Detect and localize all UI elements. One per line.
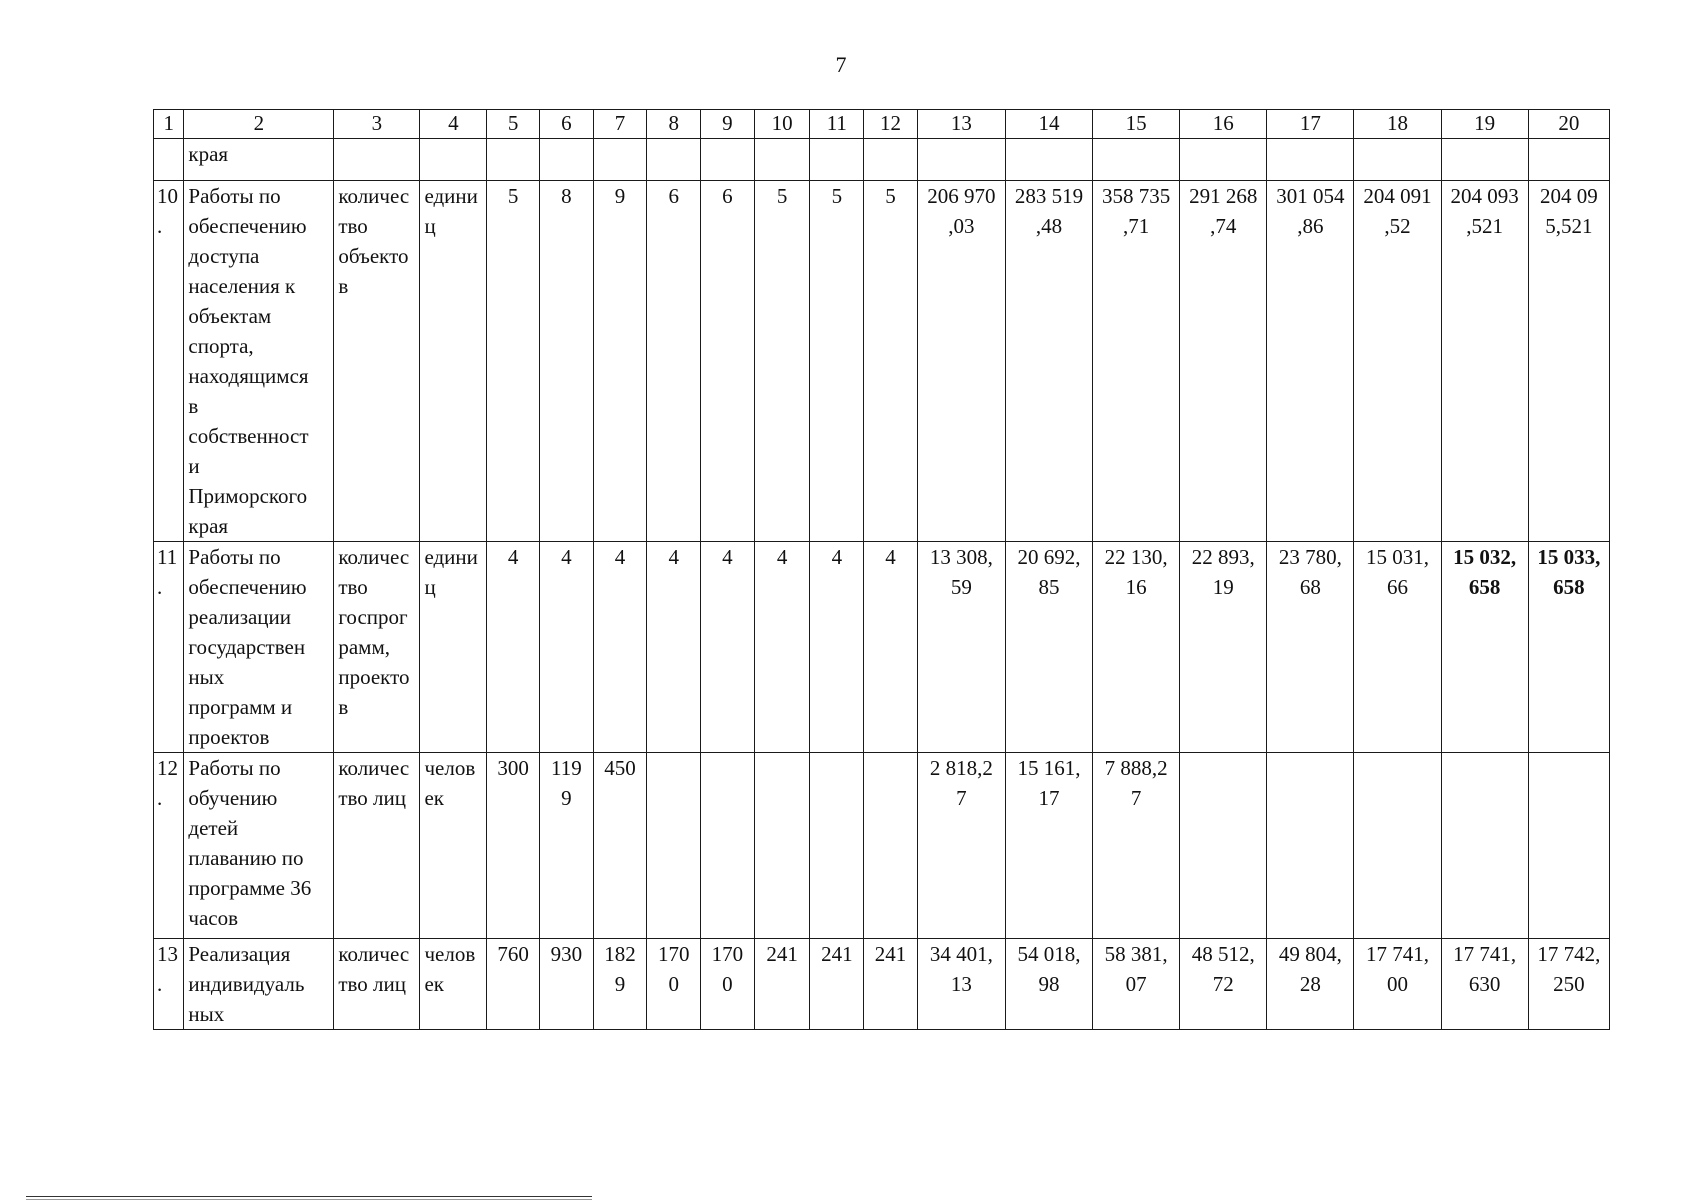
table-cell-col-19 [1441,753,1528,939]
table-cell-col-6 [540,139,594,181]
cell-line: 930 [550,942,583,966]
cell-line: 4 [614,545,626,569]
cell-line: ,52 [1384,214,1411,238]
table-cell-col-10 [754,181,810,542]
table-cell-col-18 [1354,939,1441,1030]
table-cell-col-11 [810,181,864,542]
cell-line: 2 818,2 [929,756,993,780]
cell-line: 7 [1130,786,1142,810]
cell-line: количес [338,184,410,208]
footer-separator-line [26,1196,592,1197]
cell-line: объектам [188,304,272,328]
cell-line: 11 [157,545,178,569]
table-cell-col-3 [334,939,420,1030]
table-cell-col-14 [1005,181,1092,542]
table-cell-col-5 [487,753,540,939]
table-cell-col-15 [1093,939,1180,1030]
table-cell-col-5 [487,939,540,1030]
cell-line: 48 512, [1191,942,1255,966]
table-cell-col-19 [1441,139,1528,181]
cell-line: госпрог [338,605,408,629]
table-cell-col-1 [154,181,184,542]
table-cell-col-6 [540,939,594,1030]
cell-line: тво [338,214,368,238]
cell-line: 5 [776,184,788,208]
cell-line: края [188,142,229,166]
cell-line: 20 692, [1017,545,1081,569]
table-cell-col-4 [420,939,487,1030]
cell-line: 17 [1038,786,1060,810]
table-cell-col-9 [701,753,755,939]
cell-line: 59 [950,575,972,599]
cell-line: 5,521 [1545,214,1593,238]
cell-line: 98 [1038,972,1060,996]
table-cell-col-12 [864,181,918,542]
cell-line: 12 [157,756,178,780]
cell-line: часов [188,906,239,930]
table-cell-col-15 [1093,181,1180,542]
cell-line: 17 742, [1537,942,1601,966]
cell-line: рамм, [338,635,390,659]
table-cell-col-8 [647,181,701,542]
table-cell-col-13 [917,181,1005,542]
cell-line: 5 [507,184,519,208]
cell-line: проекто [338,665,410,689]
column-header-3: 3 [334,110,420,139]
table-cell-col-17 [1267,542,1354,753]
cell-line: ных [188,665,225,689]
table-cell-col-13 [917,139,1005,181]
table-cell-col-4 [420,753,487,939]
cell-line: 9 [561,786,572,810]
cell-line: 301 054 [1276,184,1345,208]
table-body [154,139,1610,1030]
table-cell-col-17 [1267,753,1354,939]
table-cell-col-5 [487,139,540,181]
table-cell-col-7 [593,753,647,939]
cell-line: 13 [157,942,178,966]
cell-line: края [188,514,229,538]
cell-line: ек [424,786,444,810]
cell-line: 4 [722,545,733,569]
cell-line: Реализация [188,942,291,966]
cell-line: собственност [188,424,309,448]
table-cell-col-10 [754,139,810,181]
column-header-7: 7 [593,110,647,139]
cell-line: количес [338,756,410,780]
cell-line: 7 [956,786,967,810]
table-row [154,753,1610,939]
cell-line: 170 [657,942,690,966]
cell-line: 658 [1553,575,1585,599]
cell-line: 68 [1299,575,1321,599]
cell-line: 5 [831,184,843,208]
cell-line: 170 [711,942,744,966]
cell-line: детей [188,816,239,840]
table-cell-col-16 [1180,542,1267,753]
table-cell-col-14 [1005,139,1092,181]
cell-line: 4 [776,545,788,569]
table-cell-col-20 [1528,139,1609,181]
cell-line: 760 [497,942,529,966]
table-cell-col-8 [647,139,701,181]
column-header-20: 20 [1528,110,1609,139]
cell-line: . [157,972,163,996]
table-cell-col-3 [334,753,420,939]
column-header-19: 19 [1441,110,1528,139]
cell-line: 0 [722,972,733,996]
table-cell-col-14 [1005,753,1092,939]
cell-line: тво [338,575,368,599]
cell-line: государствен [188,635,306,659]
cell-line: в [188,394,199,418]
table-cell-col-2 [184,139,334,181]
cell-line: едини [424,184,478,208]
cell-line: . [157,786,163,810]
column-header-14: 14 [1005,110,1092,139]
table-cell-col-3 [334,542,420,753]
table-cell-col-16 [1180,939,1267,1030]
cell-line: 119 [550,756,582,780]
cell-line: 9 [614,184,626,208]
table-cell-col-1 [154,139,184,181]
cell-line: . [157,575,163,599]
table-cell-col-20 [1528,753,1609,939]
table-cell-col-4 [420,181,487,542]
table-cell-col-9 [701,139,755,181]
table-cell-col-18 [1354,542,1441,753]
table-cell-col-14 [1005,542,1092,753]
cell-line: обеспечению [188,575,307,599]
cell-line: 300 [497,756,529,780]
table-row [154,939,1610,1030]
cell-line: Работы по [188,545,281,569]
cell-line: 5 [885,184,896,208]
cell-line: 13 308, [929,545,993,569]
cell-line: количес [338,942,410,966]
column-header-4: 4 [420,110,487,139]
cell-line: ,03 [948,214,975,238]
table-cell-col-11 [810,939,864,1030]
table-cell-col-19 [1441,542,1528,753]
cell-line: ,48 [1035,214,1063,238]
cell-line: 6 [668,184,679,208]
table-cell-col-9 [701,542,755,753]
table-cell-col-15 [1093,139,1180,181]
services-table [153,109,1610,1030]
table-cell-col-4 [420,542,487,753]
cell-line: 241 [821,942,853,966]
cell-line: спорта, [188,334,254,358]
cell-line: в [338,695,349,719]
table-cell-col-13 [917,753,1005,939]
table-cell-col-8 [647,542,701,753]
cell-line: 204 09 [1539,184,1598,208]
cell-line: 8 [561,184,572,208]
cell-line: ,86 [1297,214,1324,238]
cell-line: 19 [1212,575,1234,599]
table-cell-col-14 [1005,939,1092,1030]
cell-line: 4 [831,545,843,569]
cell-line: 15 161, [1017,756,1081,780]
cell-line: обучению [188,786,278,810]
table-cell-col-18 [1354,139,1441,181]
table-cell-col-20 [1528,939,1609,1030]
cell-line: в [338,274,349,298]
table-cell-col-16 [1180,753,1267,939]
table-header-row [154,110,1610,139]
cell-line: 22 893, [1191,545,1255,569]
table-cell-col-12 [864,939,918,1030]
column-header-10: 10 [754,110,810,139]
cell-line: Работы по [188,184,281,208]
column-header-5: 5 [487,110,540,139]
cell-line: ,74 [1210,214,1237,238]
cell-line: программ и [188,695,293,719]
column-header-12: 12 [864,110,918,139]
table-cell-col-1 [154,753,184,939]
cell-line: 13 [950,972,972,996]
cell-line: 7 888,2 [1104,756,1168,780]
table-cell-col-11 [810,542,864,753]
cell-line: 630 [1468,972,1501,996]
page-number: 7 [835,52,847,77]
table-cell-col-17 [1267,139,1354,181]
table-cell-col-15 [1093,753,1180,939]
cell-line: 291 268 [1189,184,1258,208]
column-header-18: 18 [1354,110,1441,139]
cell-line: 4 [507,545,519,569]
cell-line: 4 [885,545,896,569]
table-cell-col-9 [701,181,755,542]
cell-line: тво лиц [338,972,406,996]
column-header-17: 17 [1267,110,1354,139]
cell-line: 358 735 [1102,184,1171,208]
cell-line: 58 381, [1104,942,1168,966]
table-cell-col-5 [487,181,540,542]
table-cell-col-20 [1528,542,1609,753]
table-row [154,139,1610,181]
cell-line: 22 130, [1104,545,1168,569]
cell-line: обеспечению [188,214,307,238]
table-cell-col-2 [184,181,334,542]
table-cell-col-7 [593,139,647,181]
table-cell-col-19 [1441,939,1528,1030]
cell-line: 4 [561,545,572,569]
table-cell-col-12 [864,753,918,939]
cell-line: 283 519 [1014,184,1084,208]
table-cell-col-3 [334,139,420,181]
cell-line: 34 401, [929,942,993,966]
table-cell-col-10 [754,939,810,1030]
table-cell-col-6 [540,542,594,753]
table-cell-col-16 [1180,181,1267,542]
table-cell-col-19 [1441,181,1528,542]
cell-line: 15 032, [1453,545,1517,569]
table-cell-col-6 [540,753,594,939]
cell-line: ,71 [1123,214,1150,238]
table-cell-col-16 [1180,139,1267,181]
table-cell-col-5 [487,542,540,753]
cell-line: находящимся [188,364,309,388]
table-cell-col-8 [647,939,701,1030]
table-cell-col-1 [154,939,184,1030]
table-cell-col-15 [1093,542,1180,753]
cell-line: 17 741, [1366,942,1430,966]
table-cell-col-12 [864,542,918,753]
table-cell-col-7 [593,542,647,753]
table-cell-col-6 [540,181,594,542]
table-cell-col-17 [1267,181,1354,542]
cell-line: 4 [668,545,679,569]
cell-line: 6 [722,184,733,208]
table-cell-col-8 [647,753,701,939]
table-row [154,181,1610,542]
column-header-13: 13 [917,110,1005,139]
cell-line: ,521 [1466,214,1504,238]
table-cell-col-2 [184,542,334,753]
column-header-11: 11 [810,110,864,139]
column-header-16: 16 [1180,110,1267,139]
cell-line: 204 093 [1450,184,1519,208]
cell-line: количес [338,545,410,569]
cell-line: ц [424,214,436,238]
cell-line: 16 [1125,575,1147,599]
cell-line: 72 [1212,972,1234,996]
cell-line: 0 [668,972,679,996]
cell-line: 204 091 [1363,184,1432,208]
cell-line: и [188,454,200,478]
cell-line: 85 [1038,575,1060,599]
table-cell-col-13 [917,939,1005,1030]
table-cell-col-4 [420,139,487,181]
cell-line: 54 018, [1017,942,1081,966]
cell-line: ных [188,1002,225,1026]
cell-line: 10 [157,184,178,208]
column-header-15: 15 [1093,110,1180,139]
cell-line: 206 970 [927,184,996,208]
table-cell-col-10 [754,542,810,753]
cell-line: ек [424,972,444,996]
table-cell-col-1 [154,542,184,753]
cell-line: 9 [614,972,626,996]
cell-line: тво лиц [338,786,406,810]
cell-line: 241 [874,942,907,966]
table-cell-col-20 [1528,181,1609,542]
cell-line: 07 [1125,972,1147,996]
table-cell-col-10 [754,753,810,939]
cell-line: 250 [1553,972,1585,996]
cell-line: 66 [1387,575,1409,599]
table-cell-col-11 [810,753,864,939]
cell-line: челов [424,756,476,780]
cell-line: населения к [188,274,296,298]
column-header-1: 1 [154,110,184,139]
column-header-2: 2 [184,110,334,139]
cell-line: 241 [766,942,798,966]
cell-line: 15 033, [1537,545,1601,569]
cell-line: ц [424,575,436,599]
table-cell-col-18 [1354,181,1441,542]
cell-line: 658 [1468,575,1501,599]
table-cell-col-7 [593,939,647,1030]
cell-line: 17 741, [1453,942,1517,966]
table-cell-col-11 [810,139,864,181]
cell-line: 28 [1299,972,1321,996]
table-row [154,542,1610,753]
cell-line: 00 [1387,972,1409,996]
cell-line: . [157,214,163,238]
column-header-6: 6 [540,110,594,139]
cell-line: 49 804, [1278,942,1342,966]
table-cell-col-3 [334,181,420,542]
cell-line: Работы по [188,756,281,780]
table-cell-col-2 [184,939,334,1030]
cell-line: плаванию по [188,846,304,870]
cell-line: доступа [188,244,260,268]
table-cell-col-17 [1267,939,1354,1030]
table-cell-col-12 [864,139,918,181]
cell-line: 23 780, [1278,545,1342,569]
cell-line: проектов [188,725,270,749]
table-cell-col-2 [184,753,334,939]
table-cell-col-13 [917,542,1005,753]
cell-line: 15 031, [1366,545,1430,569]
cell-line: реализации [188,605,292,629]
cell-line: индивидуаль [188,972,305,996]
cell-line: Приморского [188,484,308,508]
table-cell-col-18 [1354,753,1441,939]
cell-line: челов [424,942,476,966]
cell-line: 450 [604,756,636,780]
column-header-8: 8 [647,110,701,139]
cell-line: программе 36 [188,876,312,900]
cell-line: едини [424,545,478,569]
table-cell-col-7 [593,181,647,542]
table-cell-col-9 [701,939,755,1030]
column-header-9: 9 [701,110,755,139]
cell-line: объекто [338,244,409,268]
cell-line: 182 [604,942,636,966]
